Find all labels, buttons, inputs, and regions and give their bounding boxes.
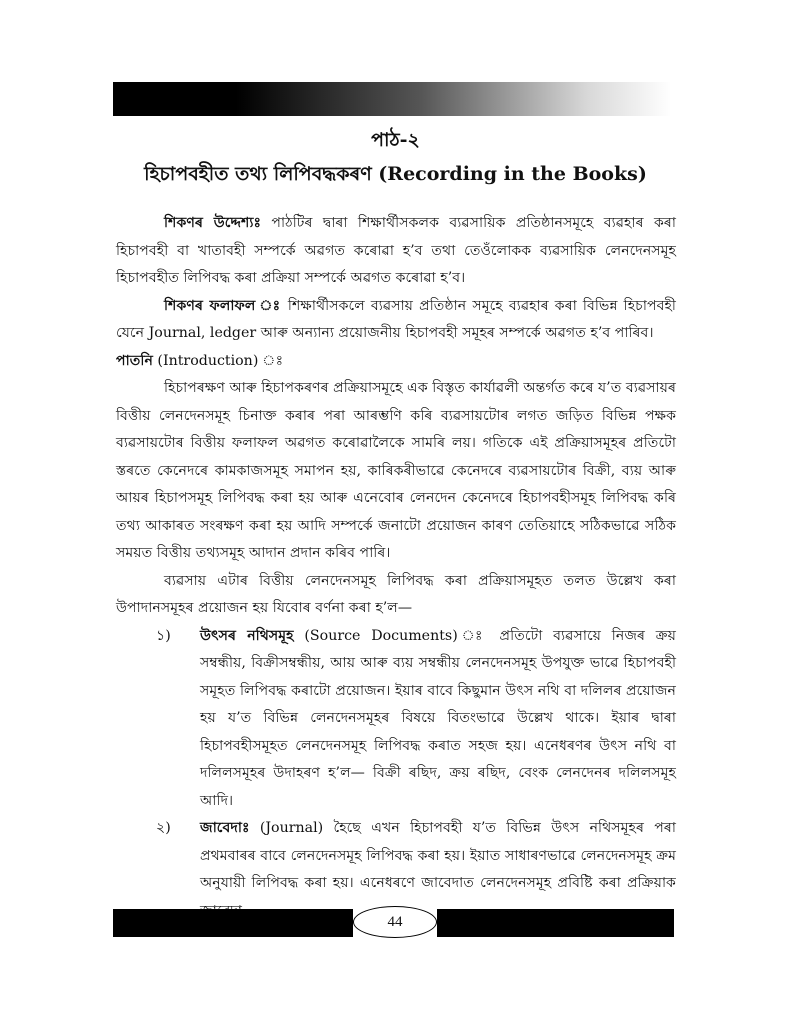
element-list [116,623,676,926]
lesson-number: পাঠ-২ [371,129,420,151]
page-content [116,210,676,925]
introduction-label: পাতনি [116,352,153,369]
introduction-label-rest: (Introduction) ঃ [152,352,284,369]
chapter-title: হিচাপবহীত তথ্য লিপিবদ্ধকৰণ (Recording in the Books) [144,163,647,185]
header-decorative-bar [113,82,671,116]
list-item-number: ২) [156,820,171,836]
page-number: 44 [353,906,437,938]
list-item [116,623,676,816]
footer-bar-right [437,909,674,937]
list-item-label: জাবেদাঃ [200,820,250,836]
list-item-label: উৎসৰ নথিসমূহ [200,627,294,644]
list-item-number: ১) [156,627,171,644]
outcome-text: শিক্ষাৰ্থীসকলে ব্যৱসায় প্ৰতিষ্ঠান সমূহে ব্যৱহাৰ কৰা বিভিন্ন হিচাপবহী যেনে Journal, ledger আৰু অন্যান্য প্ৰয়োজনীয় হিচাপবহী সমূহৰ সম্পৰ্কে অৱগত হ’ব পাৰিব। [116,297,676,341]
outcome-paragraph [116,293,676,348]
introduction-heading [116,348,676,376]
introduction-paragraph-1: হিচাপৰক্ষণ আৰু হিচাপকৰণৰ প্ৰক্ৰিয়াসমূহে এক বিস্তৃত কাৰ্যাৱলী অন্তৰ্গত কৰে য’ত ব্যৱসায়ৰ বিত্তীয় লেনদেনসমূহ চিনাক্ত কৰাৰ পৰা আৰম্ভণি কৰি ব্যৱসায়টোৰ লগত জড়িত বিভিন্ন পক্ষক ব্যৱসায়টোৰ বিত্তীয় ফলাফল অৱগত কৰোৱালৈকে সামৰি লয়। গতিকে এই প্ৰক্ৰিয়াসমূহৰ প্ৰতিটো স্তৰতে কেনেদৰে কামকাজসমূহ সমাপন হয়, কাৰিকৰীভাৱে কেনেদৰে ব্যৱসায়টোৰ বিক্ৰী, ব্যয় আৰু আয়ৰ হিচাপসমূহ লিপিবদ্ধ কৰা হয় আৰু এনেবোৰ লেনদেন কেনেদৰে হিচাপবহীসমূহ লিপিবদ্ধ কৰি তথ্য আকাৰত সংৰক্ষণ কৰা হয় আদি সম্পৰ্কে জনাটো প্ৰয়োজন কাৰণ তেতিয়াহে সঠিকভাৱে সঠিক সময়ত বিত্তীয় তথ্যসমূহ আদান প্ৰদান কৰিব পাৰি। [116,380,676,561]
outcome-label: শিকণৰ ফলাফল ঃ [164,297,282,314]
objective-paragraph [116,210,676,293]
list-item-text: (Source Documents) ঃ প্ৰতিটো ব্যৱসায়ে নিজৰ ক্ৰয় সম্বন্ধীয়, বিক্ৰীসম্বন্ধীয়, আয় আৰু ব্যয় সম্বন্ধীয় লেনদেনসমূহ উপযুক্ত ভাৱে হিচাপবহী সমূহত লিপিবদ্ধ কৰাটো প্ৰয়োজন। ইয়াৰ বাবে কিছুমান উৎস নথি বা দলিলৰ প্ৰয়োজন হয় য’ত বিভিন্ন লেনদেনসমূহৰ বিষয়ে বিতংভাৱে উল্লেখ থাকে। ইয়াৰ দ্বাৰা হিচাপবহীসমূহত লেনদেনসমূহ লিপিবদ্ধ কৰাত সহজ হয়। এনেধৰণৰ উৎস নথি বা দলিলসমূহৰ উদাহৰণ হ’ল— বিক্ৰী ৰছিদ, ক্ৰয় ৰছিদ, বেংক লেনদেনৰ দলিলসমূহ আদি। [200,627,676,809]
introduction-paragraph-2: ব্যৱসায় এটাৰ বিত্তীয় লেনদেনসমূহ লিপিবদ্ধ কৰা প্ৰক্ৰিয়াসমূহত তলত উল্লেখ কৰা উপাদানসমূহৰ প্ৰয়োজন হয় যিবোৰ বৰ্ণনা কৰা হ’ল— [116,572,676,616]
objective-label: শিকণৰ উদ্দেশ্যঃ [164,215,262,231]
footer-bar-left [113,909,353,937]
list-item-text: (Journal) হৈছে এখন হিচাপবহী য’ত বিভিন্ন উৎস নথিসমূহৰ পৰা প্ৰথমবাৰৰ বাবে লেনদেনসমূহ লিপিবদ্ধ কৰা হয়। ইয়াত সাধাৰণভাৱে লেনদেনসমূহ ক্ৰম অনুযায়ী লিপিবদ্ধ কৰা হয়। এনেধৰণে জাবেদাত লেনদেনসমূহ প্ৰবিষ্টি কৰা প্ৰক্ৰিয়াক [200,820,676,891]
objective-text: পাঠটিৰ দ্বাৰা শিক্ষাৰ্থীসকলক ব্যৱসায়িক প্ৰতিষ্ঠানসমূহে ব্যৱহাৰ কৰা হিচাপবহী বা খাতাবহী সম্পৰ্কে অৱগত কৰোৱা হ’ব তথা তেওঁলোকক ব্যৱসায়িক লেনদেনসমূহ হিচাপবহীত লিপিবদ্ধ কৰা প্ৰক্ৰিয়া সম্পৰ্কে অৱগত কৰোৱা হ’ব। [116,215,676,286]
